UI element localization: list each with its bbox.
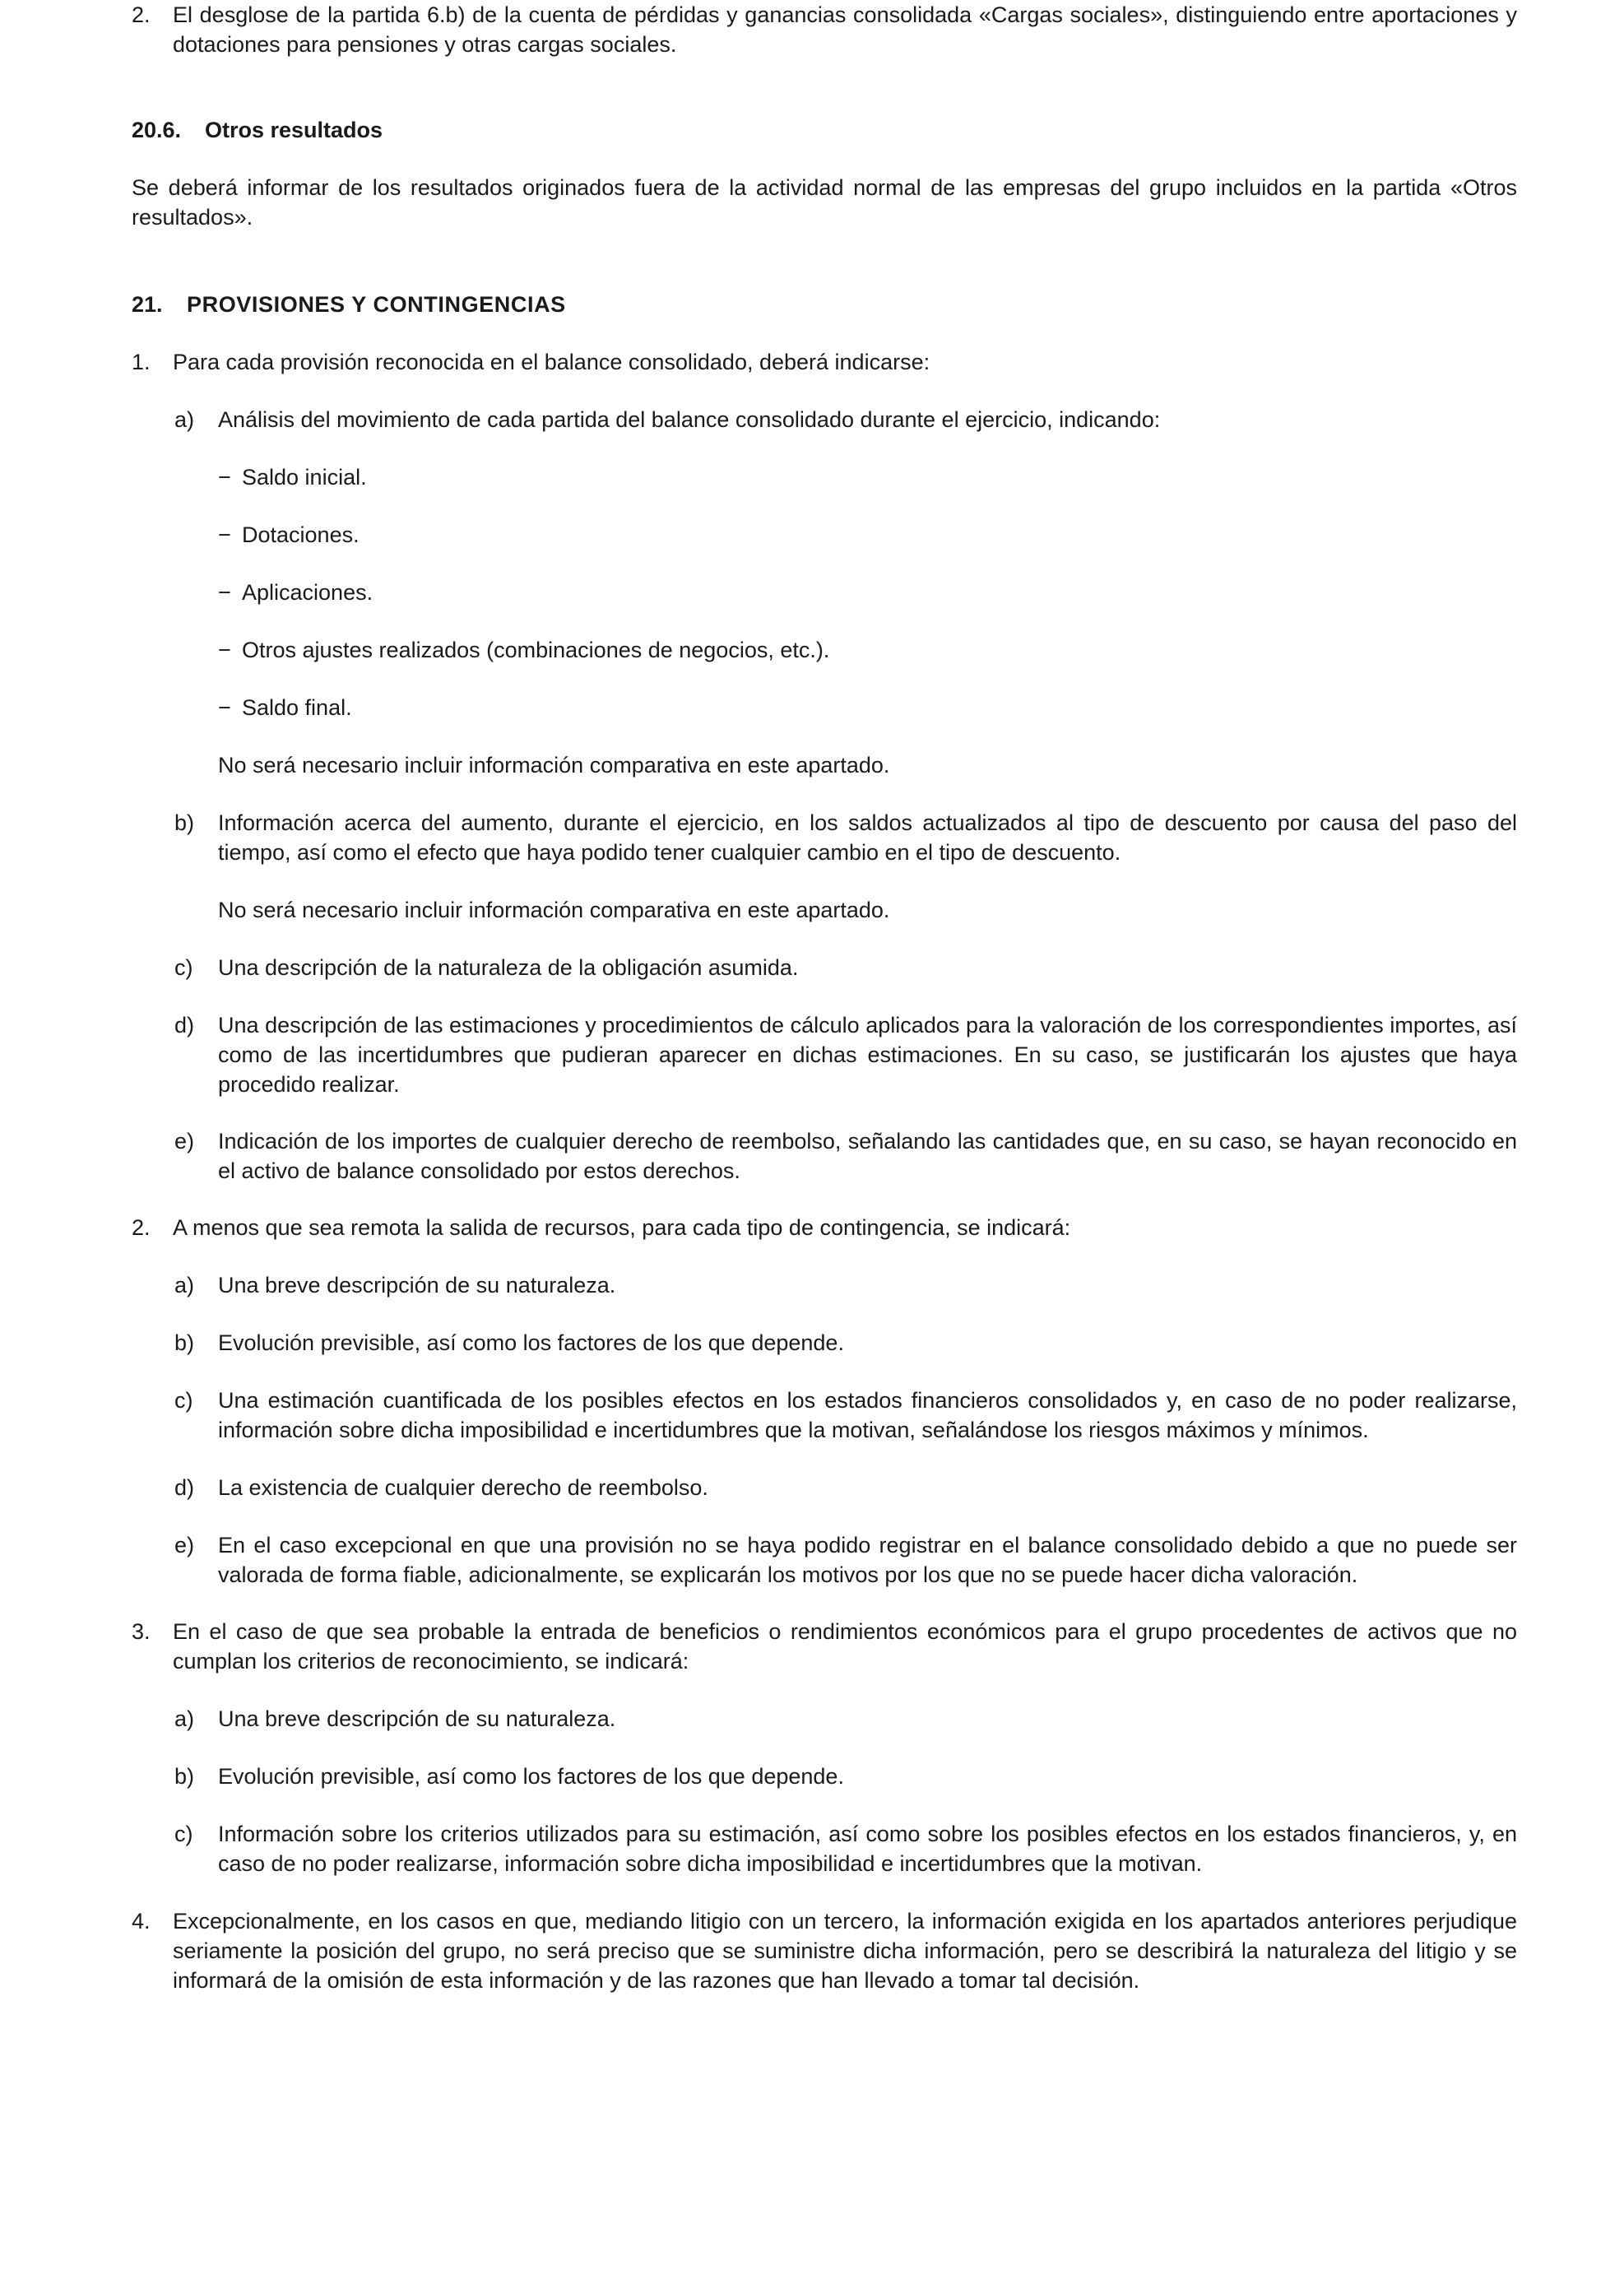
list-item-text: En el caso de que sea probable la entrada de beneficios o rendimientos económicos para el grupo procedentes de activos que no cumplan los criterios de reconocimiento, se indicará: xyxy=(173,1619,1517,1674)
subitem-text: Evolución previsible, así como los factores de los que depende. xyxy=(218,1330,844,1355)
dash-bullet: − xyxy=(218,465,231,490)
subitem-label: e) xyxy=(174,1129,195,1154)
dash-bullet: − xyxy=(218,580,231,605)
subitem-text: Información acerca del aumento, durante el ejercicio, en los saldos actualizados al tipo de descuento por causa del paso del tiempo, así como el efecto que haya podido tener cualquier cambio en el tipo de descuento. xyxy=(218,810,1517,865)
subitem-note: No será necesario incluir información comparativa en este apartado. xyxy=(218,753,890,778)
section-paragraph: Se deberá informar de los resultados originados fuera de la actividad normal de las empresas del grupo incluidos en la partida «Otros resultados». xyxy=(132,175,1517,230)
subitem-label: c) xyxy=(174,1388,193,1413)
subitem-text: Indicación de los importes de cualquier derecho de reembolso, señalando las cantidades que, en su caso, se hayan reconocido en el activo de balance consolidado por estos derechos. xyxy=(218,1129,1517,1183)
list-item-text: Para cada provisión reconocida en el balance consolidado, deberá indicarse: xyxy=(173,350,930,374)
section-title: Otros resultados xyxy=(205,118,383,142)
subitem-label: a) xyxy=(174,407,195,432)
list-item-label: 1. xyxy=(132,350,151,374)
section-number: 20.6. xyxy=(132,118,182,142)
subitem-text: Una estimación cuantificada de los posibles efectos en los estados financieros consolidados y, en caso de no poder realizarse, información sobre dicha imposibilidad e incertidumbres que la motivan, señalándose los riesgos máximos y mínimos. xyxy=(218,1388,1517,1442)
list-item-label: 3. xyxy=(132,1619,151,1644)
subitem-text: Una breve descripción de su naturaleza. xyxy=(218,1706,616,1731)
subitem-text: Información sobre los criterios utilizados para su estimación, así como sobre los posibles efectos en los estados financieros, y, en caso de no poder realizarse, información sobre dicha imposibilidad e incertidumbres que la motivan. xyxy=(218,1822,1517,1876)
subitem-label: b) xyxy=(174,1330,195,1355)
dash-bullet: − xyxy=(218,638,231,662)
subitem-text: En el caso excepcional en que una provisión no se haya podido registrar en el balance consolidado debido a que no puede ser valorada de forma fiable, adicionalmente, se explicarán los motivos por los que no se puede hacer dicha valoración. xyxy=(218,1533,1517,1587)
list-item-label: 2. xyxy=(132,1215,151,1240)
bullet-text: Otros ajustes realizados (combinaciones de negocios, etc.). xyxy=(242,638,830,662)
subitem-label: e) xyxy=(174,1533,195,1557)
subitem-label: a) xyxy=(174,1706,195,1731)
subitem-note: No será necesario incluir información comparativa en este apartado. xyxy=(218,898,890,922)
subitem-label: b) xyxy=(174,810,195,835)
list-item-label: 2. xyxy=(132,2,151,27)
subitem-label: b) xyxy=(174,1764,195,1789)
dash-bullet: − xyxy=(218,522,231,547)
dash-bullet: − xyxy=(218,695,231,720)
subitem-text: Una breve descripción de su naturaleza. xyxy=(218,1273,616,1298)
bullet-text: Aplicaciones. xyxy=(242,580,374,605)
subitem-text: Análisis del movimiento de cada partida del balance consolidado durante el ejercicio, indicando: xyxy=(218,407,1161,432)
subitem-label: a) xyxy=(174,1273,195,1298)
subitem-text: Evolución previsible, así como los factores de los que depende. xyxy=(218,1764,844,1789)
list-item-label: 4. xyxy=(132,1909,151,1934)
subitem-label: d) xyxy=(174,1013,195,1038)
list-item-text: A menos que sea remota la salida de recursos, para cada tipo de contingencia, se indicará: xyxy=(173,1215,1071,1240)
section-number: 21. xyxy=(132,292,163,317)
list-item-text: Excepcionalmente, en los casos en que, mediando litigio con un tercero, la información exigida en los apartados anteriores perjudique seriamente la posición del grupo, no será preciso que se suministre dicha información, pero se describirá la naturaleza del litigio y se informará de la omisión de esta información y de las razones que han llevado a tomar tal decisión. xyxy=(173,1909,1517,1993)
list-item-text: El desglose de la partida 6.b) de la cuenta de pérdidas y ganancias consolidada «Cargas sociales», distinguiendo entre aportaciones y dotaciones para pensiones y otras cargas sociales. xyxy=(173,2,1517,57)
section-title: PROVISIONES Y CONTINGENCIAS xyxy=(187,292,566,317)
subitem-text: Una descripción de las estimaciones y procedimientos de cálculo aplicados para la valoración de los correspondientes importes, así como de las incertidumbres que pudieran aparecer en dichas estimaciones. En su caso, se justificarán los ajustes que haya procedido realizar. xyxy=(218,1013,1517,1097)
bullet-text: Saldo inicial. xyxy=(242,465,367,490)
subitem-text: La existencia de cualquier derecho de reembolso. xyxy=(218,1475,708,1500)
bullet-text: Saldo final. xyxy=(242,695,352,720)
subitem-label: d) xyxy=(174,1475,195,1500)
subitem-label: c) xyxy=(174,1822,193,1846)
bullet-text: Dotaciones. xyxy=(242,522,360,547)
subitem-text: Una descripción de la naturaleza de la obligación asumida. xyxy=(218,955,799,980)
subitem-label: c) xyxy=(174,955,193,980)
